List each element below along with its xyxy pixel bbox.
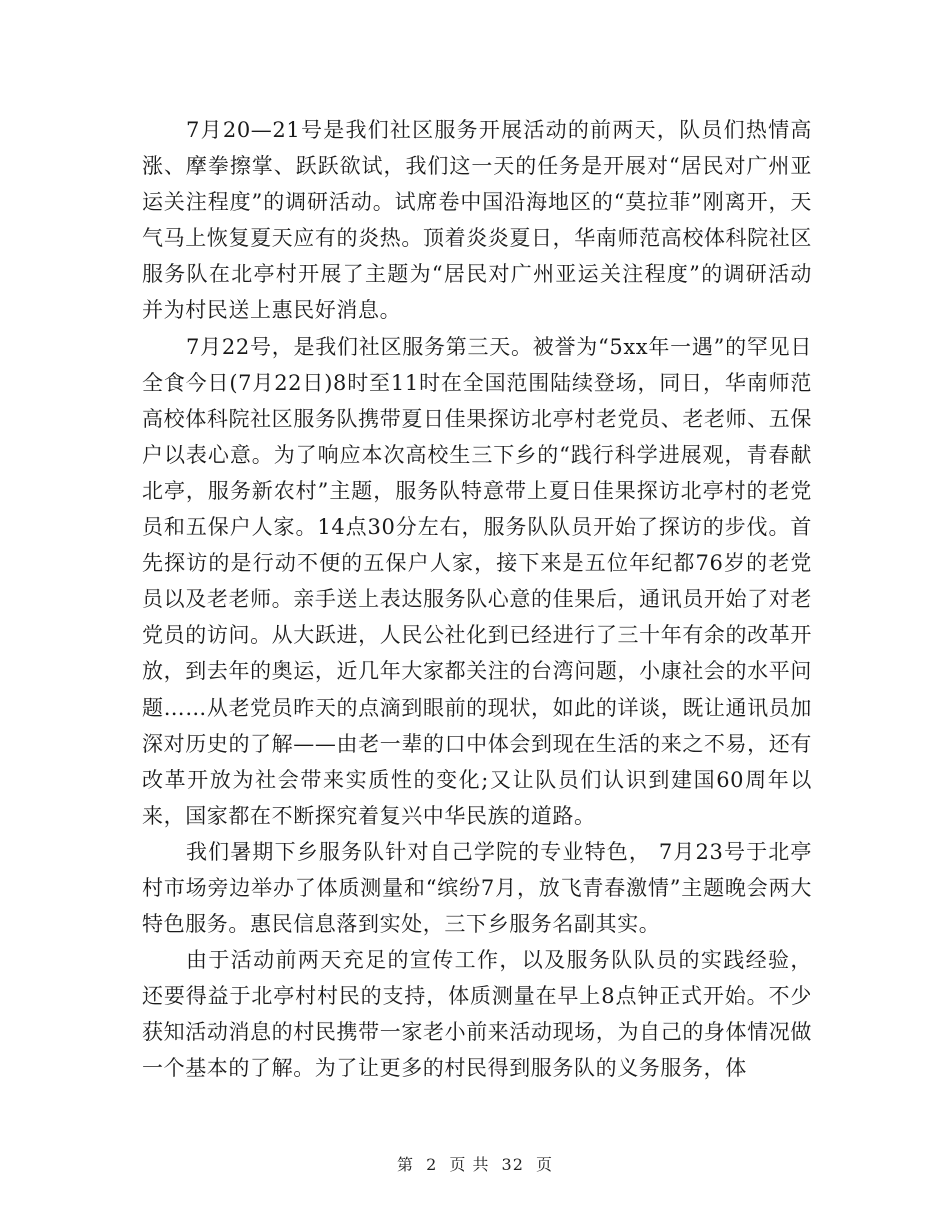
document-body xyxy=(142,112,812,1087)
footer-middle: 页 共 xyxy=(449,1155,490,1174)
footer-suffix: 页 xyxy=(536,1155,554,1174)
page-number-total: 32 xyxy=(501,1155,524,1174)
paragraph-4: 由于活动前两天充足的宣传工作，以及服务队队员的实践经验，还要得益于北亭村村民的支持，体质测量在早上8点钟正式开始。不少获知活动消息的村民携带一家老小前来活动现场，为自己的身体情况做一个基本的了解。为了让更多的村民得到服务队的义务服务，体 xyxy=(142,948,812,1081)
paragraph-1: 7月20—21号是我们社区服务开展活动的前两天，队员们热情高涨、摩拳擦掌、跃跃欲试，我们这一天的任务是开展对“居民对广州亚运关注程度”的调研活动。试席卷中国沿海地区的“莫拉菲”刚离开，天气马上恢复夏天应有的炎热。顶着炎炎夏日，华南师范高校体科院社区服务队在北亭村开展了主题为“居民对广州亚运关注程度”的调研活动并为村民送上惠民好消息。 xyxy=(142,118,812,323)
page-footer xyxy=(0,1152,950,1175)
paragraph-3: 我们暑期下乡服务队针对自己学院的专业特色， 7月23号于北亭村市场旁边举办了体质测量和“缤纷7月，放飞青春激情”主题晚会两大特色服务。惠民信息落到实处，三下乡服务名副其实。 xyxy=(142,839,812,937)
paragraph-2: 7月22号，是我们社区服务第三天。被誉为“5xx年一遇”的罕见日全食今日(7月22日)8时至11时在全国范围陆续登场，同日，华南师范高校体科院社区服务队携带夏日佳果探访北亭村老党员、老老师、五保户以表心意。为了响应本次高校生三下乡的“践行科学进展观，青春献北亭，服务新农村”主题，服务队特意带上夏日佳果探访北亭村的老党员和五保户人家。14点30分左右，服务队队员开始了探访的步伐。首先探访的是行动不便的五保户人家，接下来是五位年纪都76岁的老党员以及老老师。亲手送上表达服务队心意的佳果后，通讯员开始了对老党员的访问。从大跃进，人民公社化到已经进行了三十年有余的改革开放，到去年的奥运，近几年大家都关注的台湾问题，小康社会的水平问题……从老党员昨天的点滴到眼前的现状，如此的详谈，既让通讯员加深对历史的了解——由老一辈的口中体会到现在生活的来之不易，还有改革开放为社会带来实质性的变化;又让队员们认识到建国60周年以来，国家都在不断探究着复兴中华民族的道路。 xyxy=(142,334,812,828)
footer-prefix: 第 xyxy=(396,1155,414,1174)
page-number-current: 2 xyxy=(426,1155,438,1174)
